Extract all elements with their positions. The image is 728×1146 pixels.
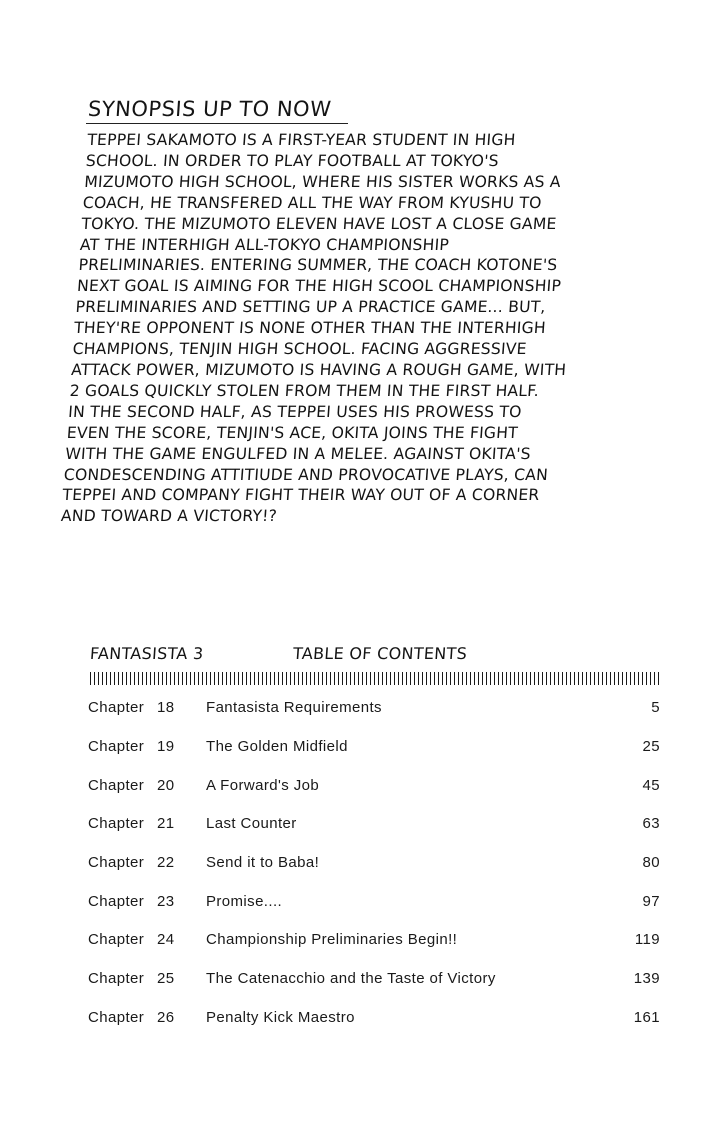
toc-entry-number: 21 (157, 815, 175, 832)
toc-entry-page: 139 (633, 970, 660, 987)
toc-entry-page: 25 (642, 738, 660, 755)
toc-entry-title: Promise.... (206, 893, 283, 910)
toc-entry-page: 5 (651, 699, 660, 716)
toc-entry (0, 891, 728, 913)
toc-entry-title: Send it to Baba! (206, 854, 320, 871)
toc-entry-page: 45 (642, 777, 660, 794)
toc-entry-number: 23 (157, 893, 175, 910)
synopsis-title-underline (86, 123, 348, 124)
toc-entry-title: The Golden Midfield (206, 738, 348, 755)
toc-entry-label: Chapter (88, 970, 145, 987)
toc-entry-label: Chapter (88, 1009, 145, 1026)
toc-entry-label: Chapter (88, 815, 145, 832)
toc-entry-number: 18 (157, 699, 175, 716)
toc-entry-label: Chapter (88, 854, 145, 871)
toc-entry (0, 929, 728, 951)
toc-entry-page: 119 (634, 931, 660, 948)
toc-entry (0, 1007, 728, 1029)
toc-entry (0, 697, 728, 719)
toc-entry-label: Chapter (88, 738, 145, 755)
toc-divider (90, 672, 661, 685)
toc-entry (0, 968, 728, 990)
toc-entry-label: Chapter (88, 699, 145, 716)
toc-entry-number: 20 (157, 777, 175, 794)
toc-entry-title: Championship Preliminaries Begin!! (206, 931, 458, 948)
toc-entry-number: 24 (157, 931, 175, 948)
toc-entry-page: 97 (642, 893, 660, 910)
toc-entry-number: 22 (157, 854, 175, 871)
toc-volume-label: FANTASISTA 3 (89, 644, 205, 663)
toc-entry-number: 25 (157, 970, 175, 987)
toc-entry-page: 161 (633, 1009, 660, 1026)
toc-entry-label: Chapter (88, 893, 145, 910)
toc-entry (0, 775, 728, 797)
toc-entry-title: Penalty Kick Maestro (206, 1009, 355, 1026)
toc-entry (0, 852, 728, 874)
toc-entry (0, 736, 728, 758)
toc-entry (0, 813, 728, 835)
toc-entry-title: The Catenacchio and the Taste of Victory (206, 970, 496, 987)
toc-entry-number: 26 (157, 1009, 175, 1026)
toc-entry-page: 63 (642, 815, 660, 832)
toc-entry-number: 19 (157, 738, 175, 755)
synopsis-body: TEPPEI SAKAMOTO IS A FIRST-YEAR STUDENT IN HIGH SCHOOL. IN ORDER TO PLAY FOOTBALL AT TOKYO'S MIZUMOTO HIGH SCHOOL, WHERE HIS SISTER WORKS AS A COACH, HE TRANSFERED ALL THE WAY FROM KYUSHU TO TOKYO. THE MIZUMOTO ELEVEN HAVE LOST A CLOSE GAME AT THE INTERHIGH ALL-TOKYO CHAMPIONSHIP PRELIMINARIES. ENTERING SUMMER, THE COACH KOTONE'S NEXT GOAL IS AIMING FOR THE HIGH SCOOL CHAMPIONSHIP PRELIMINARIES AND SETTING UP A PRACTICE GAME... BUT, THEY'RE OPPONENT IS NONE OTHER THAN THE INTERHIGH CHAMPIONS, TENJIN HIGH SCHOOL. FACING AGGRESSIVE ATTACK POWER, MIZUMOTO IS HAVING A ROUGH GAME, WITH 2 GOALS QUICKLY STOLEN FROM THEM IN THE FIRST HALF. IN THE SECOND HALF, AS TEPPEI USES HIS PROWESS TO EVEN THE SCORE, TENJIN'S ACE, OKITA JOINS THE FIGHT WITH THE GAME ENGULFED IN A MELEE. AGAINST OKITA'S CONDESCENDING ATTITIUDE AND PROVOCATIVE PLAYS, CAN TEPPEI AND COMPANY FIGHT THEIR WAY OUT OF A CORNER AND TOWARD A VICTORY!? (60, 131, 567, 526)
synopsis-title: SYNOPSIS UP TO NOW (87, 97, 333, 121)
toc-entry-title: Last Counter (206, 815, 297, 832)
toc-entry-label: Chapter (88, 777, 145, 794)
toc-entry-label: Chapter (88, 931, 145, 948)
toc-entry-title: Fantasista Requirements (206, 699, 382, 716)
toc-heading: TABLE OF CONTENTS (292, 644, 468, 663)
toc-entry-title: A Forward's Job (206, 777, 320, 794)
toc-entry-page: 80 (642, 854, 660, 871)
